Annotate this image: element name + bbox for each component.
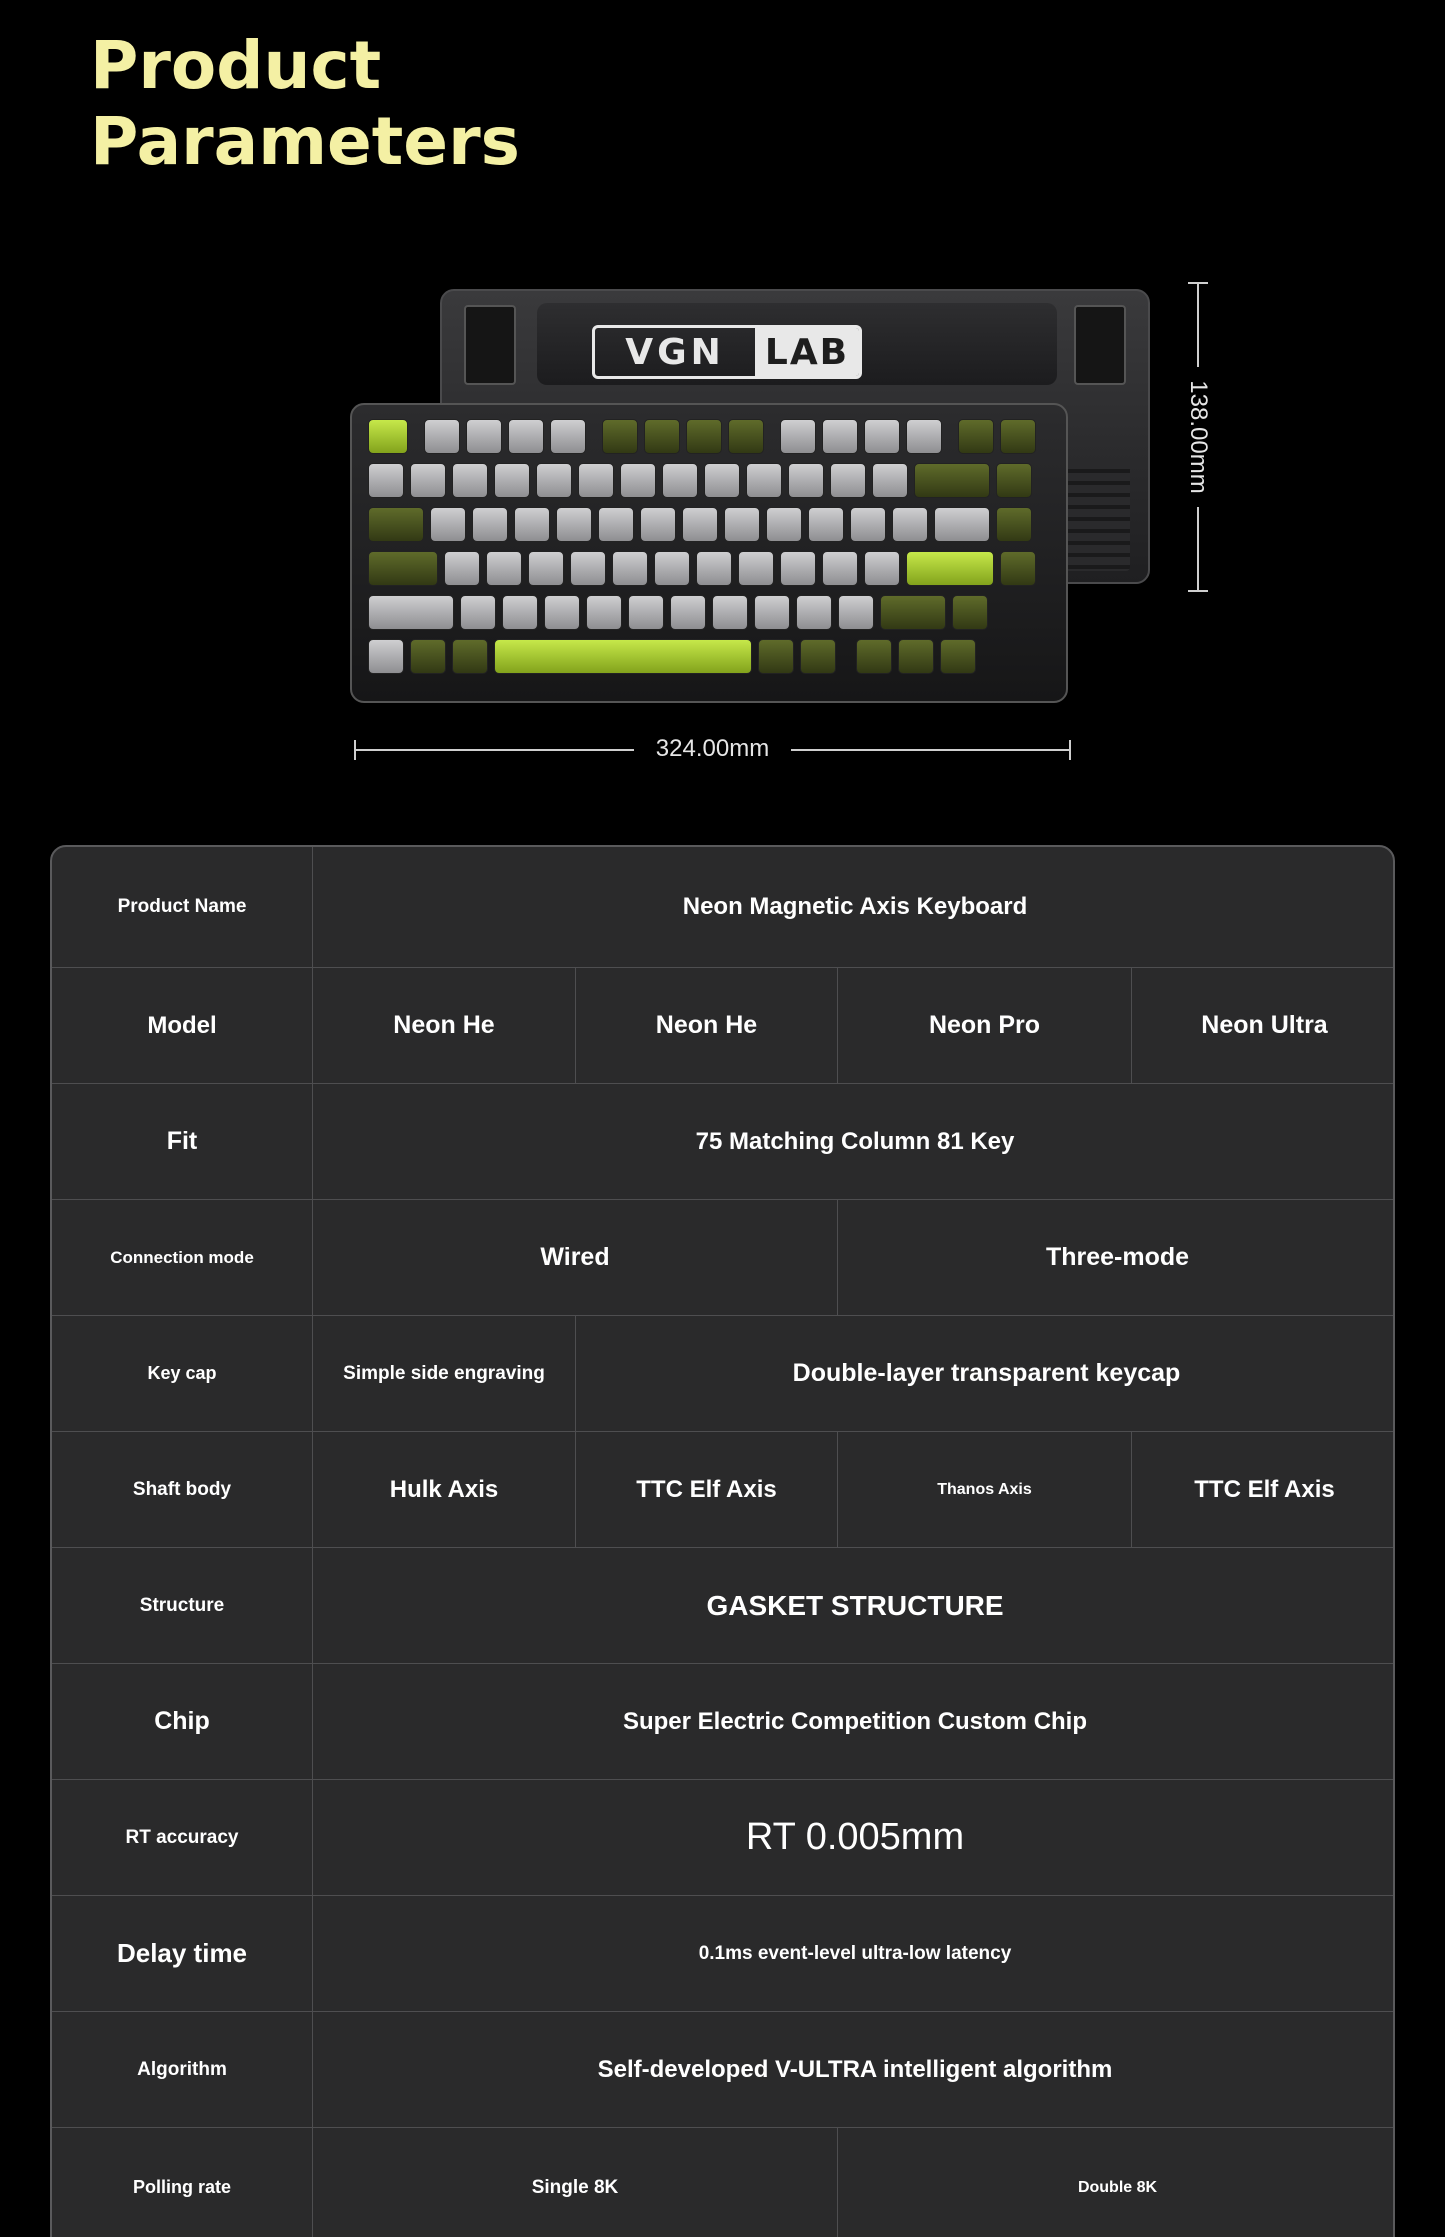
row-label: Model — [147, 1011, 217, 1039]
row-label: RT accuracy — [125, 1826, 239, 1848]
row-label: Connection mode — [110, 1247, 254, 1267]
row-value: Thanos Axis — [837, 1432, 1131, 1547]
keycap — [914, 463, 990, 498]
row-label: Polling rate — [132, 2177, 231, 2197]
keycap — [996, 463, 1032, 498]
vgn-lab-logo — [592, 325, 862, 379]
logo-right: LAB — [755, 328, 859, 376]
keycap — [444, 551, 480, 586]
row-label: Algorithm — [137, 2058, 227, 2080]
table-row — [52, 2011, 1393, 2127]
keycap — [934, 507, 990, 542]
keycap — [796, 595, 832, 630]
keycap — [704, 463, 740, 498]
keycap — [424, 419, 460, 454]
keycap — [460, 595, 496, 630]
row-value: Single 8K — [312, 2128, 837, 2237]
keycap — [670, 595, 706, 630]
table-row — [52, 1315, 1393, 1431]
parameters-table — [50, 845, 1395, 2237]
keycap — [640, 507, 676, 542]
page-title — [90, 28, 520, 180]
keycap — [856, 639, 892, 674]
keycap — [368, 507, 424, 542]
keycap — [602, 419, 638, 454]
row-label: Shaft body — [132, 1478, 232, 1500]
width-label: 324.00mm — [655, 735, 770, 762]
table-row — [52, 847, 1393, 967]
keycap — [864, 419, 900, 454]
keycap — [494, 463, 530, 498]
keycap — [872, 463, 908, 498]
row-value: Neon Ultra — [1131, 968, 1395, 1083]
keycap — [486, 551, 522, 586]
keycap — [368, 463, 404, 498]
keycap — [758, 639, 794, 674]
keycap — [996, 507, 1032, 542]
key-row — [368, 507, 1050, 542]
row-value: GASKET STRUCTURE — [312, 1548, 1395, 1663]
row-value: Super Electric Competition Custom Chip — [312, 1664, 1395, 1779]
table-row — [52, 1431, 1393, 1547]
key-row — [368, 551, 1050, 586]
keycap — [452, 639, 488, 674]
keycap — [880, 595, 946, 630]
row-value: TTC Elf Axis — [575, 1432, 837, 1547]
keycap — [906, 551, 994, 586]
key-row — [368, 639, 1050, 674]
keycap — [620, 463, 656, 498]
width-dimension — [354, 735, 1071, 765]
switch-icon — [464, 305, 516, 385]
title-line-2: Parameters — [90, 103, 520, 180]
keycap — [686, 419, 722, 454]
row-value: Neon He — [312, 968, 575, 1083]
keycap — [724, 507, 760, 542]
keycap — [892, 507, 928, 542]
key-row — [368, 595, 1050, 630]
keycap — [556, 507, 592, 542]
keycap — [452, 463, 488, 498]
keycap — [570, 551, 606, 586]
keycap — [738, 551, 774, 586]
row-value: Double 8K — [837, 2128, 1395, 2237]
table-row — [52, 1779, 1393, 1895]
row-value: Neon Magnetic Axis Keyboard — [312, 847, 1395, 967]
row-value: Hulk Axis — [312, 1432, 575, 1547]
table-row — [52, 1199, 1393, 1315]
keycap — [1000, 419, 1036, 454]
keycap — [612, 551, 648, 586]
keycap — [898, 639, 934, 674]
row-label: Chip — [154, 1707, 210, 1735]
keyboard-image — [350, 285, 1150, 705]
table-row — [52, 1663, 1393, 1779]
keycap — [430, 507, 466, 542]
keycap — [822, 419, 858, 454]
keycap — [368, 419, 408, 454]
keycap — [746, 463, 782, 498]
keycap — [508, 419, 544, 454]
keycap — [728, 419, 764, 454]
keycap — [550, 419, 586, 454]
keycap — [628, 595, 664, 630]
row-value: Self-developed V-ULTRA intelligent algorithm — [312, 2012, 1395, 2127]
keycap — [940, 639, 976, 674]
table-row — [52, 1895, 1393, 2011]
keycap — [578, 463, 614, 498]
keycap — [850, 507, 886, 542]
keycap — [822, 551, 858, 586]
keyboard-front-view — [350, 403, 1068, 703]
keycap — [598, 507, 634, 542]
keycap — [544, 595, 580, 630]
height-dimension — [1178, 282, 1218, 592]
table-row — [52, 967, 1393, 1083]
keycap — [368, 551, 438, 586]
keycap — [410, 463, 446, 498]
keycap — [952, 595, 988, 630]
row-value: 0.1ms event-level ultra-low latency — [312, 1896, 1395, 2011]
keycap — [958, 419, 994, 454]
table-row — [52, 1547, 1393, 1663]
row-value: Wired — [312, 1200, 837, 1315]
keycap — [780, 551, 816, 586]
keycap — [368, 639, 404, 674]
row-label: Fit — [166, 1127, 198, 1155]
keycap — [864, 551, 900, 586]
keycap — [788, 463, 824, 498]
keycap — [800, 639, 836, 674]
keycap — [766, 507, 802, 542]
row-value: TTC Elf Axis — [1131, 1432, 1395, 1547]
row-value: RT 0.005mm — [312, 1780, 1395, 1895]
row-label: Delay time — [116, 1938, 248, 1968]
keycap — [644, 419, 680, 454]
row-value: Neon Pro — [837, 968, 1131, 1083]
keycap — [662, 463, 698, 498]
keycap — [410, 639, 446, 674]
row-value: 75 Matching Column 81 Key — [312, 1084, 1395, 1199]
keycap — [682, 507, 718, 542]
keycap — [494, 639, 752, 674]
logo-left: VGN — [625, 331, 725, 373]
keycap — [472, 507, 508, 542]
keycap — [466, 419, 502, 454]
side-vents — [1062, 461, 1130, 571]
keycap — [654, 551, 690, 586]
keycap — [502, 595, 538, 630]
keycap — [838, 595, 874, 630]
keycap — [586, 595, 622, 630]
keycap — [368, 595, 454, 630]
keycap — [1000, 551, 1036, 586]
table-row — [52, 2127, 1393, 2237]
row-value: Neon He — [575, 968, 837, 1083]
row-value: Double-layer transparent keycap — [575, 1316, 1395, 1431]
keycap — [528, 551, 564, 586]
keycap — [514, 507, 550, 542]
keycap — [830, 463, 866, 498]
height-label: 138.00mm — [1185, 380, 1212, 494]
key-row — [368, 463, 1050, 498]
row-label: Structure — [139, 1594, 225, 1616]
keycap — [696, 551, 732, 586]
row-value: Three-mode — [837, 1200, 1395, 1315]
row-value: Simple side engraving — [312, 1316, 575, 1431]
title-line-1: Product — [90, 27, 382, 104]
key-row — [368, 419, 1050, 454]
keycap — [780, 419, 816, 454]
switch-icon — [1074, 305, 1126, 385]
row-label: Key cap — [147, 1363, 217, 1383]
keycap — [712, 595, 748, 630]
keycap — [754, 595, 790, 630]
keycap — [536, 463, 572, 498]
keycap — [906, 419, 942, 454]
row-label: Product Name — [117, 896, 247, 917]
table-row — [52, 1083, 1393, 1199]
keycap — [808, 507, 844, 542]
